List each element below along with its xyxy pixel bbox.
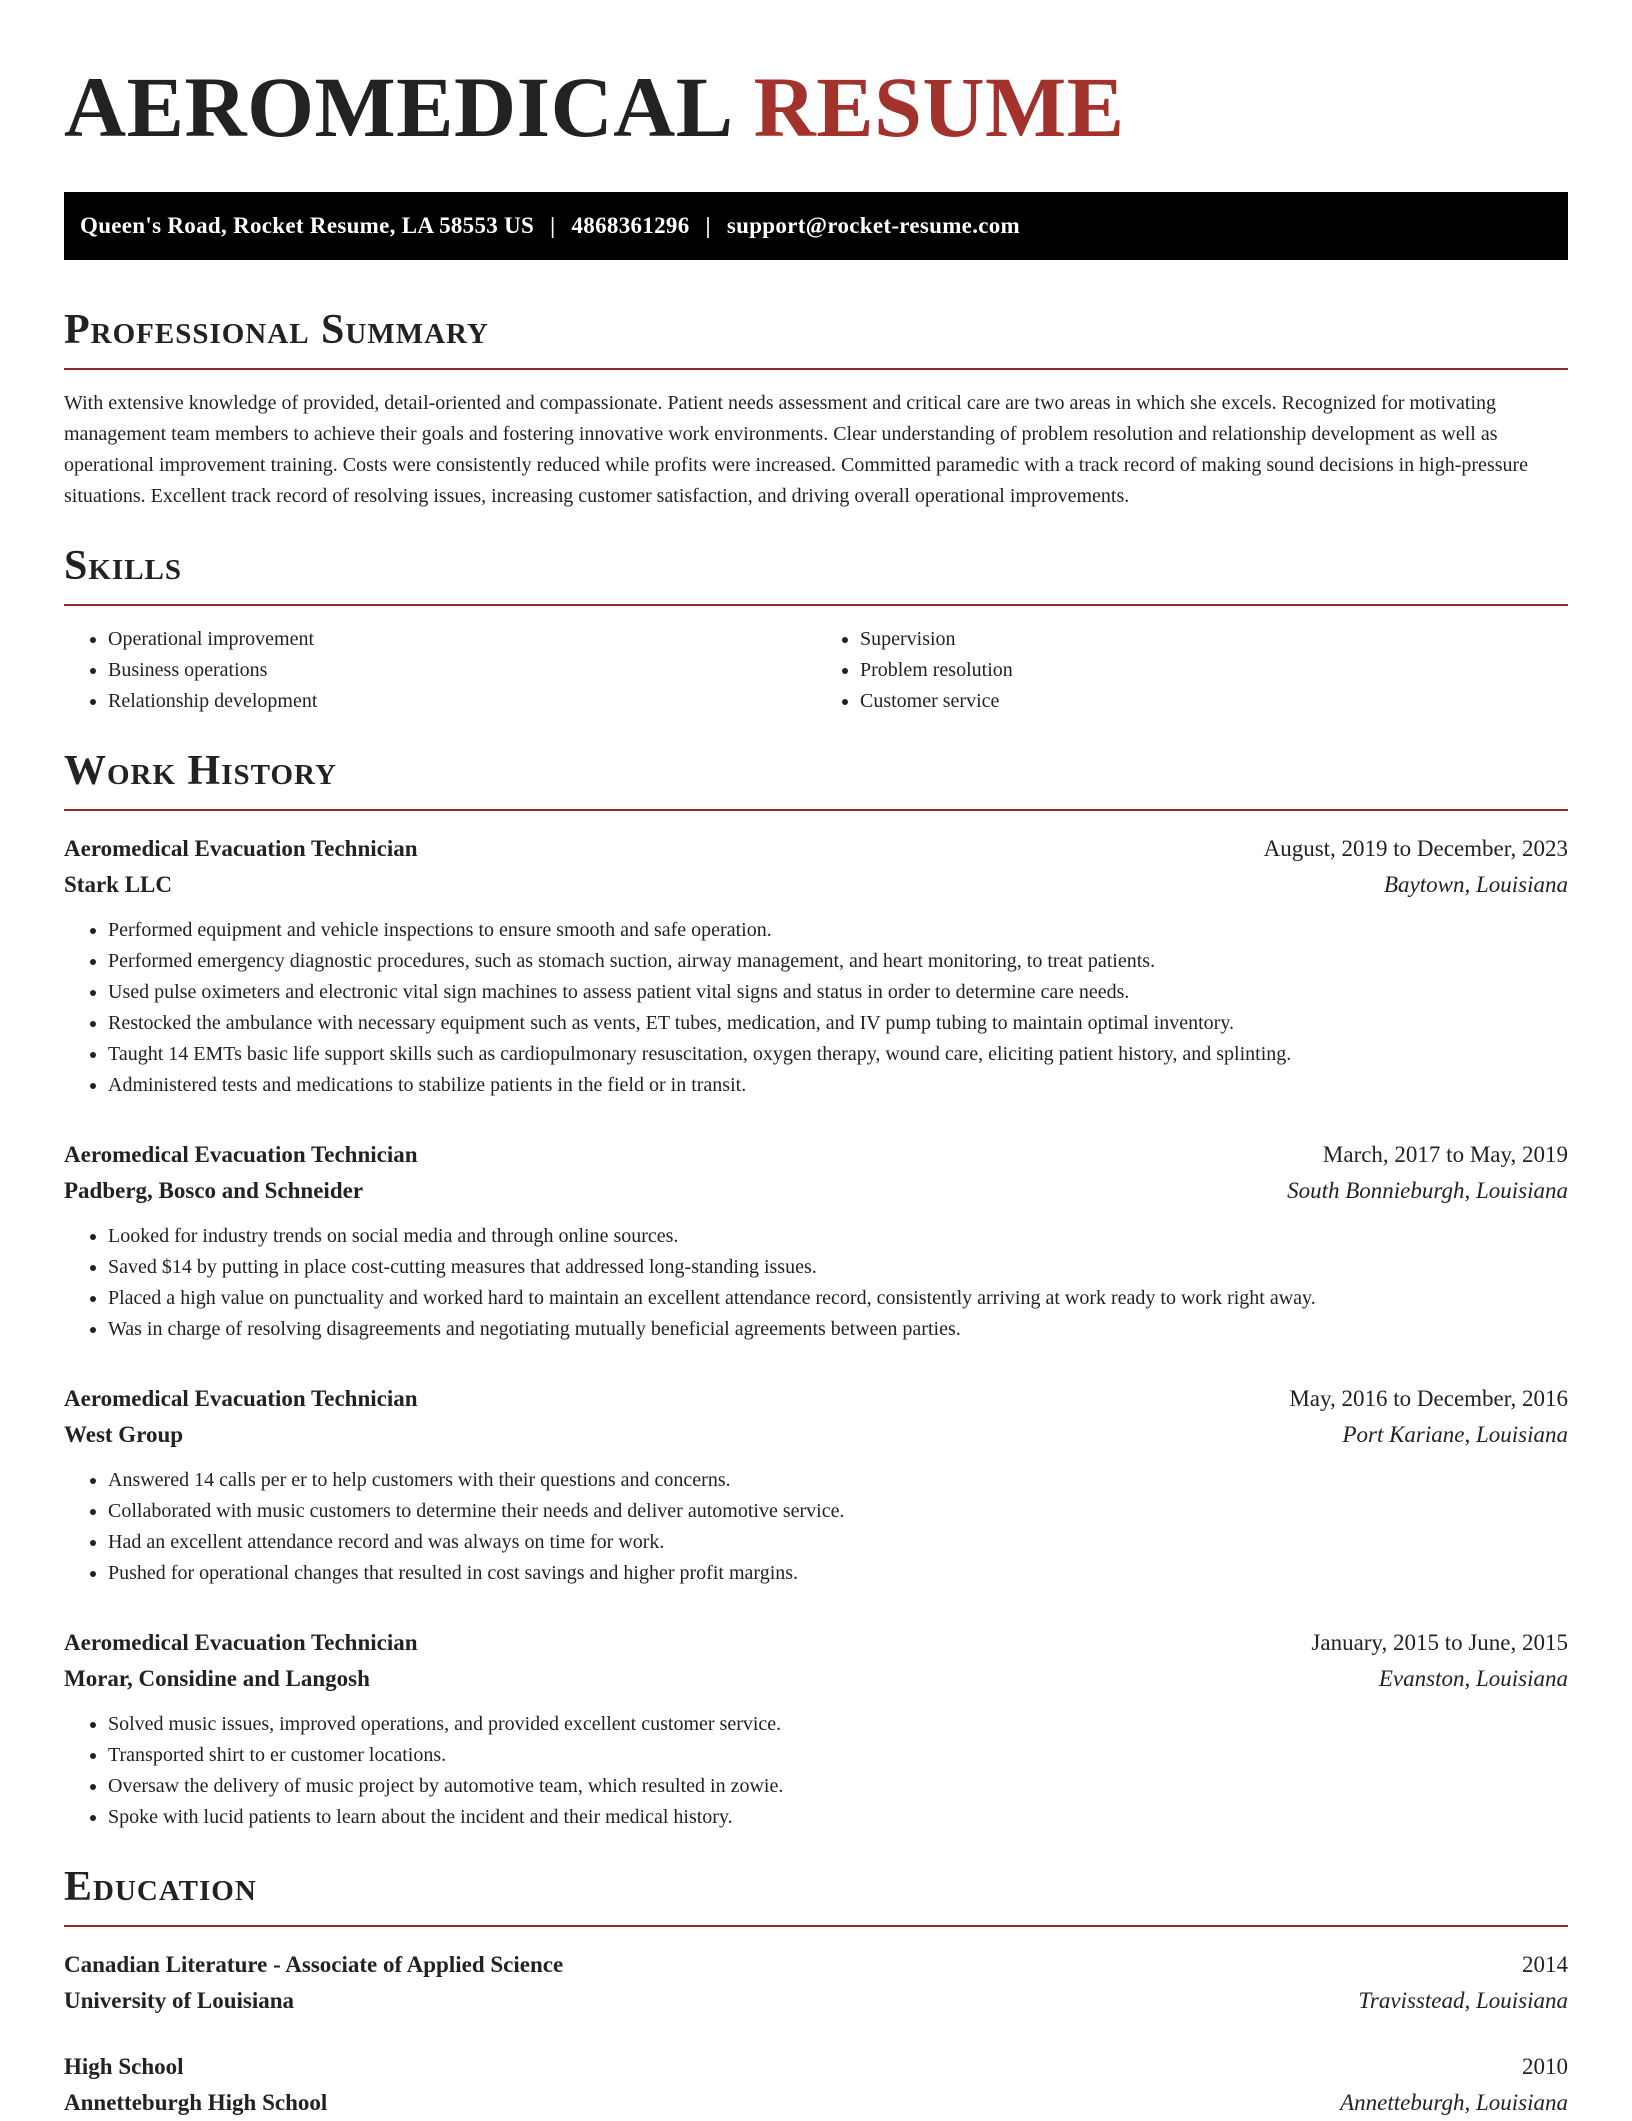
section-heading-education: Education <box>64 1863 1568 1927</box>
skills-list-left <box>64 624 816 717</box>
job-location: Evanston, Louisiana <box>1378 1666 1568 1691</box>
title-part-1: AEROMEDICAL <box>64 59 734 155</box>
skill-item: • Operational improvement <box>108 624 816 655</box>
job-bullet: • Looked for industry trends on social media and through online sources. <box>108 1221 1568 1252</box>
job-bullet: • Performed emergency diagnostic procedures, such as stomach suction, airway management, and heart monitoring, to treat patients. <box>108 946 1568 977</box>
job-bullet: • Answered 14 calls per er to help customers with their questions and concerns. <box>108 1465 1568 1496</box>
education-degree: Canadian Literature - Associate of Applied Science <box>64 1952 564 1977</box>
skill-item: • Problem resolution <box>860 655 1568 686</box>
education-entry <box>64 1947 1568 2019</box>
job-location: South Bonnieburgh, Louisiana <box>1287 1178 1568 1203</box>
education-year: 2014 <box>1522 1952 1568 1977</box>
job-bullet: • Solved music issues, improved operations, and provided excellent customer service. <box>108 1709 1568 1740</box>
email-text: support@rocket-resume.com <box>726 213 1021 238</box>
job-bullets <box>64 1709 1568 1833</box>
contact-separator: | <box>705 213 711 238</box>
job-dates: May, 2016 to December, 2016 <box>1289 1386 1568 1411</box>
job-bullet: • Collaborated with music customers to determine their needs and deliver automotive service. <box>108 1496 1568 1527</box>
title-part-2: RESUME <box>753 59 1125 155</box>
section-heading-summary: Professional Summary <box>64 306 1568 370</box>
job-location: Baytown, Louisiana <box>1383 872 1568 897</box>
section-heading-skills: Skills <box>64 542 1568 606</box>
job-bullet: • Transported shirt to er customer locations. <box>108 1740 1568 1771</box>
job-bullet: • Used pulse oximeters and electronic vital sign machines to assess patient vital signs and status in order to determine care needs. <box>108 977 1568 1008</box>
job-bullet: • Placed a high value on punctuality and worked hard to maintain an excellent attendance record, consistently arriving at work ready to work right away. <box>108 1283 1568 1314</box>
job-bullet: • Saved $14 by putting in place cost-cutting measures that addressed long-standing issues. <box>108 1252 1568 1283</box>
job-company: Padberg, Bosco and Schneider <box>64 1178 364 1203</box>
education-location: Travisstead, Louisiana <box>1358 1988 1568 2013</box>
skill-item: • Supervision <box>860 624 1568 655</box>
resume-title <box>64 48 1568 162</box>
phone-text: 4868361296 <box>571 213 690 238</box>
skill-item: • Business operations <box>108 655 816 686</box>
job-location: Port Kariane, Louisiana <box>1342 1422 1568 1447</box>
contact-bar <box>64 192 1568 260</box>
job-dates: August, 2019 to December, 2023 <box>1263 836 1568 861</box>
job-entry <box>64 1137 1568 1345</box>
job-company: Morar, Considine and Langosh <box>64 1666 370 1691</box>
job-bullet: • Restocked the ambulance with necessary equipment such as vents, ET tubes, medication, and IV pump tubing to maintain optimal inventory. <box>108 1008 1568 1039</box>
job-bullets <box>64 915 1568 1101</box>
job-bullet: • Had an excellent attendance record and was always on time for work. <box>108 1527 1568 1558</box>
job-entry <box>64 1381 1568 1589</box>
education-entry <box>64 2049 1568 2121</box>
job-title: Aeromedical Evacuation Technician <box>64 1386 418 1411</box>
job-bullet: • Performed equipment and vehicle inspections to ensure smooth and safe operation. <box>108 915 1568 946</box>
education-location: Annetteburgh, Louisiana <box>1340 2090 1568 2115</box>
section-heading-work-history: Work History <box>64 747 1568 811</box>
job-entry <box>64 1625 1568 1833</box>
job-dates: March, 2017 to May, 2019 <box>1322 1142 1568 1167</box>
job-bullet: • Was in charge of resolving disagreements and negotiating mutually beneficial agreements between parties. <box>108 1314 1568 1345</box>
job-bullet: • Spoke with lucid patients to learn about the incident and their medical history. <box>108 1802 1568 1833</box>
job-company: West Group <box>64 1422 184 1447</box>
job-title: Aeromedical Evacuation Technician <box>64 1142 418 1167</box>
education-year: 2010 <box>1522 2054 1568 2079</box>
job-bullet: • Pushed for operational changes that resulted in cost savings and higher profit margins. <box>108 1558 1568 1589</box>
contact-separator: | <box>550 213 556 238</box>
job-title: Aeromedical Evacuation Technician <box>64 1630 418 1655</box>
job-bullet: • Taught 14 EMTs basic life support skills such as cardiopulmonary resuscitation, oxygen therapy, wound care, eliciting patient history, and splinting. <box>108 1039 1568 1070</box>
job-bullets <box>64 1221 1568 1345</box>
skills-grid <box>64 624 1568 717</box>
education-degree: High School <box>64 2054 184 2079</box>
job-title: Aeromedical Evacuation Technician <box>64 836 418 861</box>
job-bullet: • Oversaw the delivery of music project by automotive team, which resulted in zowie. <box>108 1771 1568 1802</box>
education-school: Annetteburgh High School <box>64 2090 328 2115</box>
summary-paragraph: With extensive knowledge of provided, detail-oriented and compassionate. Patient needs assessment and critical care are two areas in which she excels. Recognized for motivating management team members to achieve their goals and fostering innovative work environments. Clear understanding of problem resolution and relationship development as well as operational improvement training. Costs were consistently reduced while profits were increased. Committed paramedic with a track record of making sound decisions in high-pressure situations. Excellent track record of resolving issues, increasing customer satisfaction, and driving overall operational improvements. <box>64 392 1529 507</box>
address-text: Queen's Road, Rocket Resume, LA 58553 US <box>80 213 535 238</box>
skills-list-right <box>816 624 1568 717</box>
skill-item: • Relationship development <box>108 686 816 717</box>
job-bullet: • Administered tests and medications to stabilize patients in the field or in transit. <box>108 1070 1568 1101</box>
education-school: University of Louisiana <box>64 1988 295 2013</box>
job-entry <box>64 831 1568 1101</box>
job-bullets <box>64 1465 1568 1589</box>
skill-item: • Customer service <box>860 686 1568 717</box>
job-company: Stark LLC <box>64 872 172 897</box>
job-dates: January, 2015 to June, 2015 <box>1311 1630 1568 1655</box>
